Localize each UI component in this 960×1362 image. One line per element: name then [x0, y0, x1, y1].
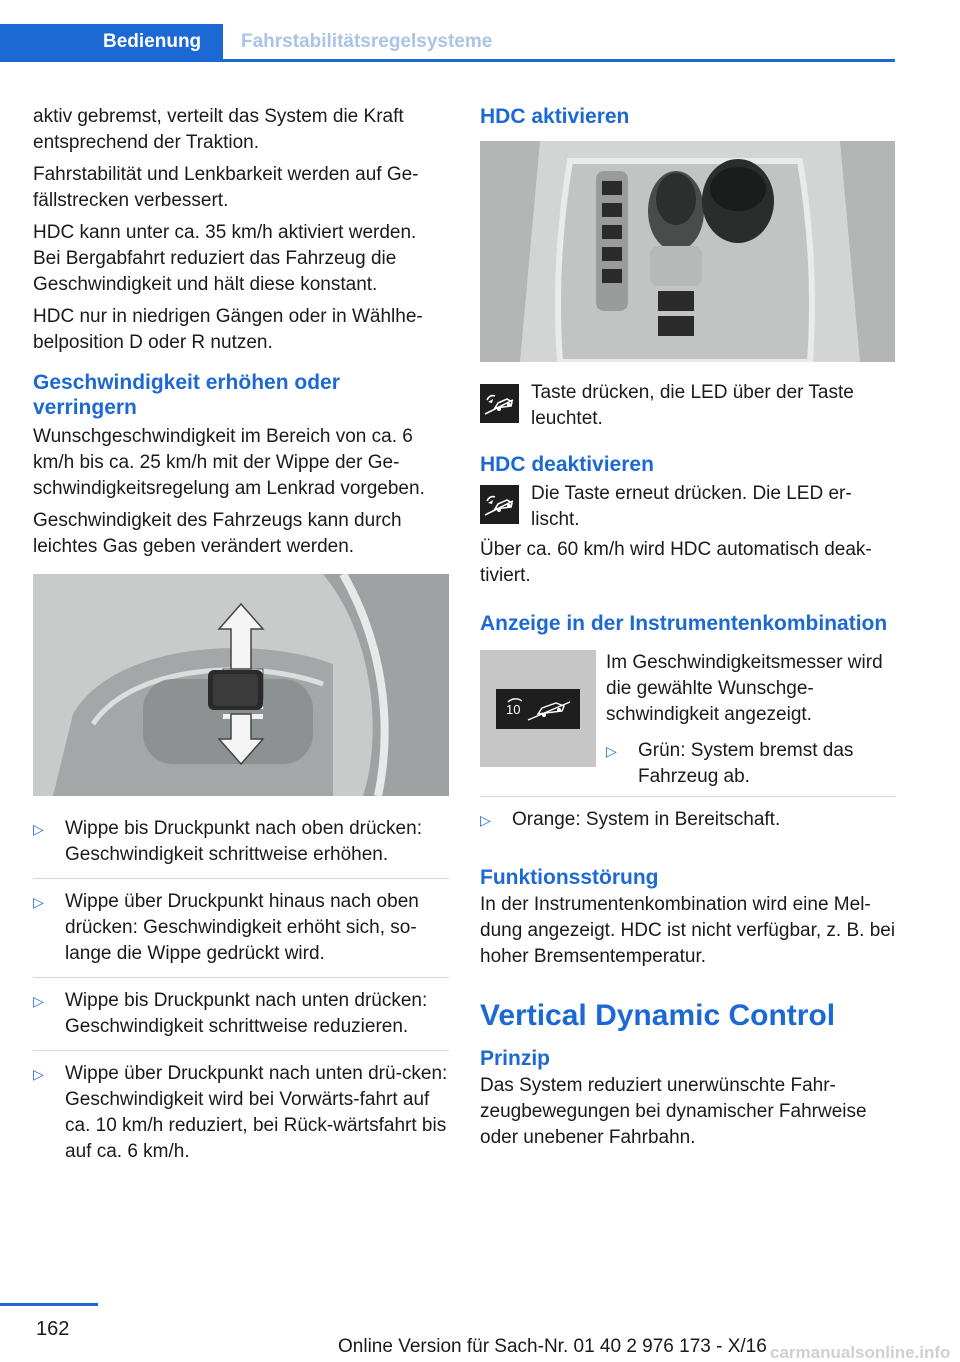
paragraph: In der Instrumentenkombination wird eine Mel‐dung angezeigt. HDC ist nicht verfügbar, z. B. bei hoher Bremsentemperatur.	[480, 894, 896, 967]
activate-text: Taste drücken, die LED über der Taste leuchtet.	[531, 382, 854, 429]
list-item: ▷ Wippe über Druckpunkt nach unten drü‐cken: Geschwindigkeit wird bei Vorwärts‐fahrt auf ca. 10 km/h reduziert, bei Rück‐wärtsfahrt bis auf ca. 6 km/h.	[33, 1063, 448, 1162]
right-column	[480, 104, 896, 1157]
list-item: ▷ Grün: System bremst das Fahrzeug ab.	[606, 740, 854, 787]
paragraph: Geschwindigkeit des Fahrzeugs kann durch leichtes Gas geben verändert werden.	[33, 510, 402, 557]
paragraph: aktiv gebremst, verteilt das System die Kraft entsprechend der Traktion.	[33, 106, 404, 153]
chapter-tab[interactable]: Bedienung	[0, 24, 223, 59]
cluster-hdc-indicator	[496, 689, 580, 729]
svg-text:10: 10	[506, 701, 521, 717]
display-list-inner	[606, 728, 895, 800]
deactivate-text: Die Taste erneut drücken. Die LED er‐lischt.	[531, 483, 852, 530]
steering-wheel-photo	[33, 574, 449, 796]
footer-version-text: Online Version für Sach-Nr. 01 40 2 976 173 - X/16	[338, 1336, 767, 1357]
left-column	[33, 104, 449, 1175]
paragraph: Über ca. 60 km/h wird HDC automatisch deak‐tiviert.	[480, 539, 872, 586]
hdc-button-icon[interactable]	[480, 485, 519, 524]
list-item: ▷ Wippe bis Druckpunkt nach oben drücken: Geschwindigkeit schrittweise erhöhen.	[33, 806, 449, 879]
hill-descent-car-icon	[483, 390, 516, 418]
instrument-cluster-image	[480, 650, 596, 767]
triangle-bullet-icon: ▷	[33, 1066, 44, 1082]
triangle-bullet-icon: ▷	[606, 743, 617, 759]
hdc-button-icon[interactable]	[480, 384, 519, 423]
heading-vertical-dynamic-control: Vertical Dynamic Control	[480, 999, 836, 1032]
heading-hdc-activate: HDC aktivieren	[480, 105, 630, 128]
heading-principle: Prinzip	[480, 1047, 551, 1070]
page-header	[0, 24, 895, 62]
cluster-display-block	[480, 650, 896, 800]
hdc-speed-indicator-icon	[502, 694, 574, 724]
display-text: Im Geschwindigkeitsmesser wird die gewählte Wunschge‐schwindigkeit angezeigt.	[606, 652, 883, 725]
hdc-activate-instruction	[480, 380, 896, 432]
triangle-bullet-icon: ▷	[33, 821, 44, 837]
hdc-deactivate-instruction	[480, 481, 896, 533]
section-tab[interactable]: Fahrstabilitätsregelsysteme	[241, 31, 493, 52]
footer-accent-line	[0, 1303, 98, 1306]
list-item: ▷ Orange: System in Bereitschaft.	[480, 797, 896, 843]
steering-wheel-illustration	[33, 574, 449, 796]
center-console-illustration	[480, 141, 895, 362]
paragraph: Das System reduziert unerwünschte Fahr‐zeugbewegungen bei dynamischer Fahrweise oder unebener Fahrbahn.	[480, 1075, 867, 1148]
display-list-outer	[480, 796, 896, 843]
paragraph: Wunschgeschwindigkeit im Bereich von ca. 6 km/h bis ca. 25 km/h mit der Wippe der Ge‐schwindigkeitsregelung am Lenkrad vorgeben.	[33, 426, 425, 499]
list-item: ▷ Wippe bis Druckpunkt nach unten drücken: Geschwindigkeit schrittweise reduzieren.	[33, 978, 449, 1051]
heading-hdc-deactivate: HDC deaktivieren	[480, 453, 654, 476]
cluster-description	[606, 650, 895, 800]
heading-fault: Funktionsstörung	[480, 866, 659, 889]
paragraph: HDC kann unter ca. 35 km/h aktiviert werden. Bei Bergabfahrt reduziert das Fahrzeug die Geschwindigkeit und hält diese konstant.	[33, 222, 417, 295]
rocker-instructions-list	[33, 806, 449, 1175]
heading-cluster-display: Anzeige in der Instrumentenkombination	[480, 612, 888, 635]
list-item: ▷ Wippe über Druckpunkt hinaus nach oben drücken: Geschwindigkeit erhöht sich, so‐lange die Wippe gedrückt wird.	[33, 879, 449, 978]
paragraph: Fahrstabilität und Lenkbarkeit werden auf Ge‐fällstrecken verbessert.	[33, 164, 419, 211]
triangle-bullet-icon: ▷	[480, 812, 491, 828]
page-number: 162	[36, 1318, 70, 1340]
triangle-bullet-icon: ▷	[33, 993, 44, 1009]
center-console-photo	[480, 141, 895, 362]
paragraph: HDC nur in niedrigen Gängen oder in Wählhe‐belposition D oder R nutzen.	[33, 306, 423, 353]
heading-speed: Geschwindigkeit erhöhen oder verringern	[33, 371, 340, 419]
triangle-bullet-icon: ▷	[33, 894, 44, 910]
watermark: carmanualsonline.info	[770, 1343, 951, 1362]
hill-descent-car-icon	[483, 491, 516, 519]
